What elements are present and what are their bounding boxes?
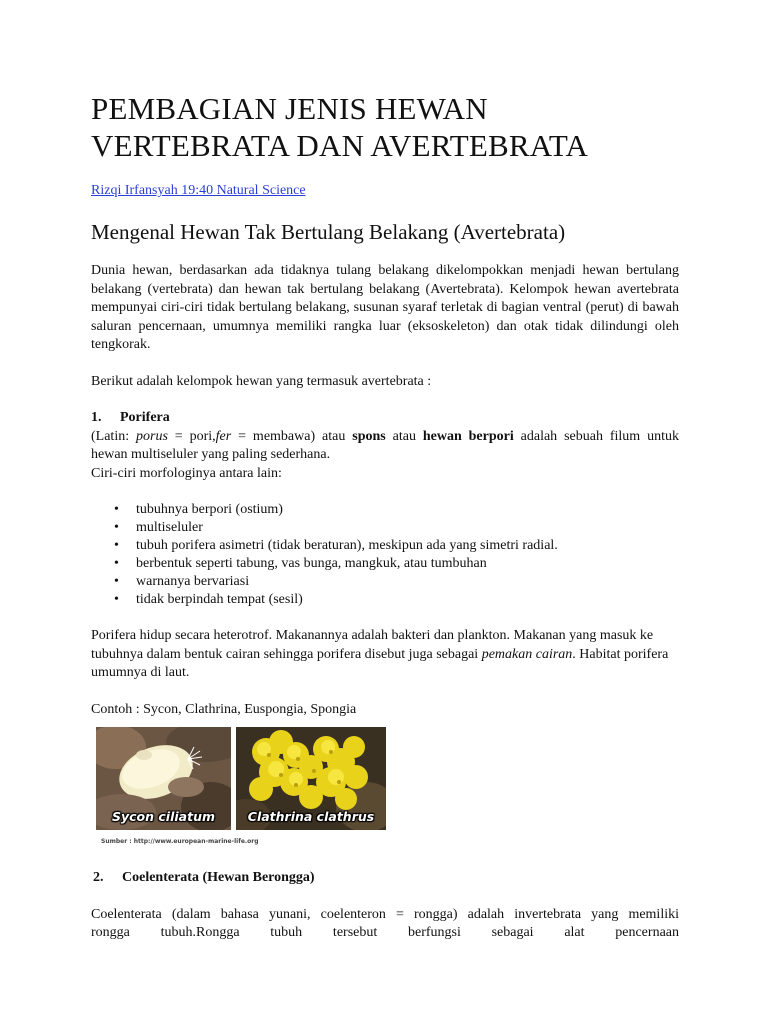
intro-paragraph: Dunia hewan, berdasarkan ada tidaknya tulang belakang dikelompokkan menjadi hewan bertulang belakang (vertebrata) dan hewan tak bertulang belakang (Avertebrata). Kelompok hewan avertebrata mempunyai ciri-ciri tidak bertulang belakang, susunan syaraf terletak di bagian ventral (perut) di bawah saluran pencernaan, umumnya memiliki rangka luar (eksoskeleton) dan otak tidak dilindungi oleh tengkorak.: [91, 263, 679, 352]
bullet-icon: •: [114, 502, 119, 517]
sycon-photo: [96, 727, 231, 830]
title-line-2: VERTEBRATA DAN AVERTEBRATA: [91, 128, 589, 163]
lead-paragraph: Berikut adalah kelompok hewan yang termasuk avertebrata :: [91, 373, 432, 389]
list-item: [91, 573, 679, 591]
def-text: = pori,: [167, 428, 216, 444]
section-1-label: Porifera: [120, 410, 170, 425]
section-2-heading: [91, 869, 679, 888]
def-hewan-berpori: hewan berpori: [422, 428, 514, 444]
def-text: adalah sebuah filum untuk: [513, 428, 679, 444]
section-2-number: 2.: [93, 870, 104, 885]
list-item: [91, 555, 679, 573]
list-item: [91, 591, 679, 609]
bullet-icon: •: [114, 538, 119, 553]
habitat-text: . Habitat porifera umumnya di laut.: [91, 646, 669, 680]
def-text: atau: [385, 428, 423, 444]
list-item: [91, 537, 679, 555]
bullet-icon: •: [114, 592, 119, 607]
section-1-heading: [91, 409, 679, 428]
caption-left: Sycon ciliatum: [112, 809, 215, 824]
def-porus: porus: [136, 428, 168, 444]
morphology-list: [91, 501, 679, 609]
list-item-text: warnanya bervariasi: [136, 574, 250, 589]
morphology-intro: Ciri-ciri morfologinya antara lain:: [91, 465, 282, 481]
section-1-number: 1.: [91, 410, 102, 425]
image-source-note: Sumber : http://www.european-marine-life.org: [101, 838, 259, 845]
title-line-1: PEMBAGIAN JENIS HEWAN: [91, 91, 488, 126]
def-fer: fer: [215, 428, 232, 444]
def-text: = membawa) atau: [231, 428, 353, 444]
caption-right: Clathrina clathrus: [247, 809, 375, 824]
list-item-text: tubuhnya berpori (ostium): [136, 502, 283, 517]
habitat-text: Porifera hidup secara heterotrof. Makanannya adalah bakteri dan plankton. Makanan yang masuk ke tubuhnya dalam bentuk cairan sehingga porifera disebut juga sebagai: [91, 628, 654, 662]
list-item: [91, 501, 679, 519]
examples-line: Contoh : Sycon, Clathrina, Euspongia, Spongia: [91, 701, 357, 717]
bullet-icon: •: [114, 574, 119, 589]
coelenterata-line-2: rongga tubuh.Rongga tubuh tersebut berfungsi sebagai alat pencernaan: [91, 925, 679, 940]
byline-link[interactable]: Rizqi Irfansyah 19:40 Natural Science: [91, 183, 306, 198]
list-item-text: tubuh porifera asimetri (tidak beraturan), meskipun ada yang simetri radial.: [136, 538, 558, 553]
porifera-definition-line-1: [91, 428, 679, 447]
byline: [91, 182, 679, 200]
bullet-icon: •: [114, 520, 119, 535]
list-item-text: multiseluler: [136, 520, 203, 535]
list-item: [91, 519, 679, 537]
list-item-text: berbentuk seperti tabung, vas bunga, mangkuk, atau tumbuhan: [136, 556, 487, 571]
document-page: [91, 90, 679, 943]
list-item-text: tidak berpindah tempat (sesil): [136, 592, 303, 607]
section-2-label: Coelenterata (Hewan Berongga): [122, 870, 315, 885]
def-spons: spons: [352, 428, 386, 444]
porifera-habitat-paragraph: [91, 627, 679, 683]
clathrina-photo: [236, 727, 386, 830]
porifera-definition-line-2: hewan multiseluler yang paling sederhana.: [91, 447, 331, 462]
bullet-icon: •: [114, 556, 119, 571]
article-title: [91, 90, 679, 164]
habitat-italic: pemakan cairan: [481, 646, 573, 662]
porifera-figure: [91, 727, 391, 852]
def-text: (Latin:: [91, 428, 136, 444]
section-title: Mengenal Hewan Tak Bertulang Belakang (Avertebrata): [91, 220, 566, 244]
coelenterata-line-1: Coelenterata (dalam bahasa yunani, coelenteron = rongga) adalah invertebrata yang memiliki: [91, 906, 679, 922]
